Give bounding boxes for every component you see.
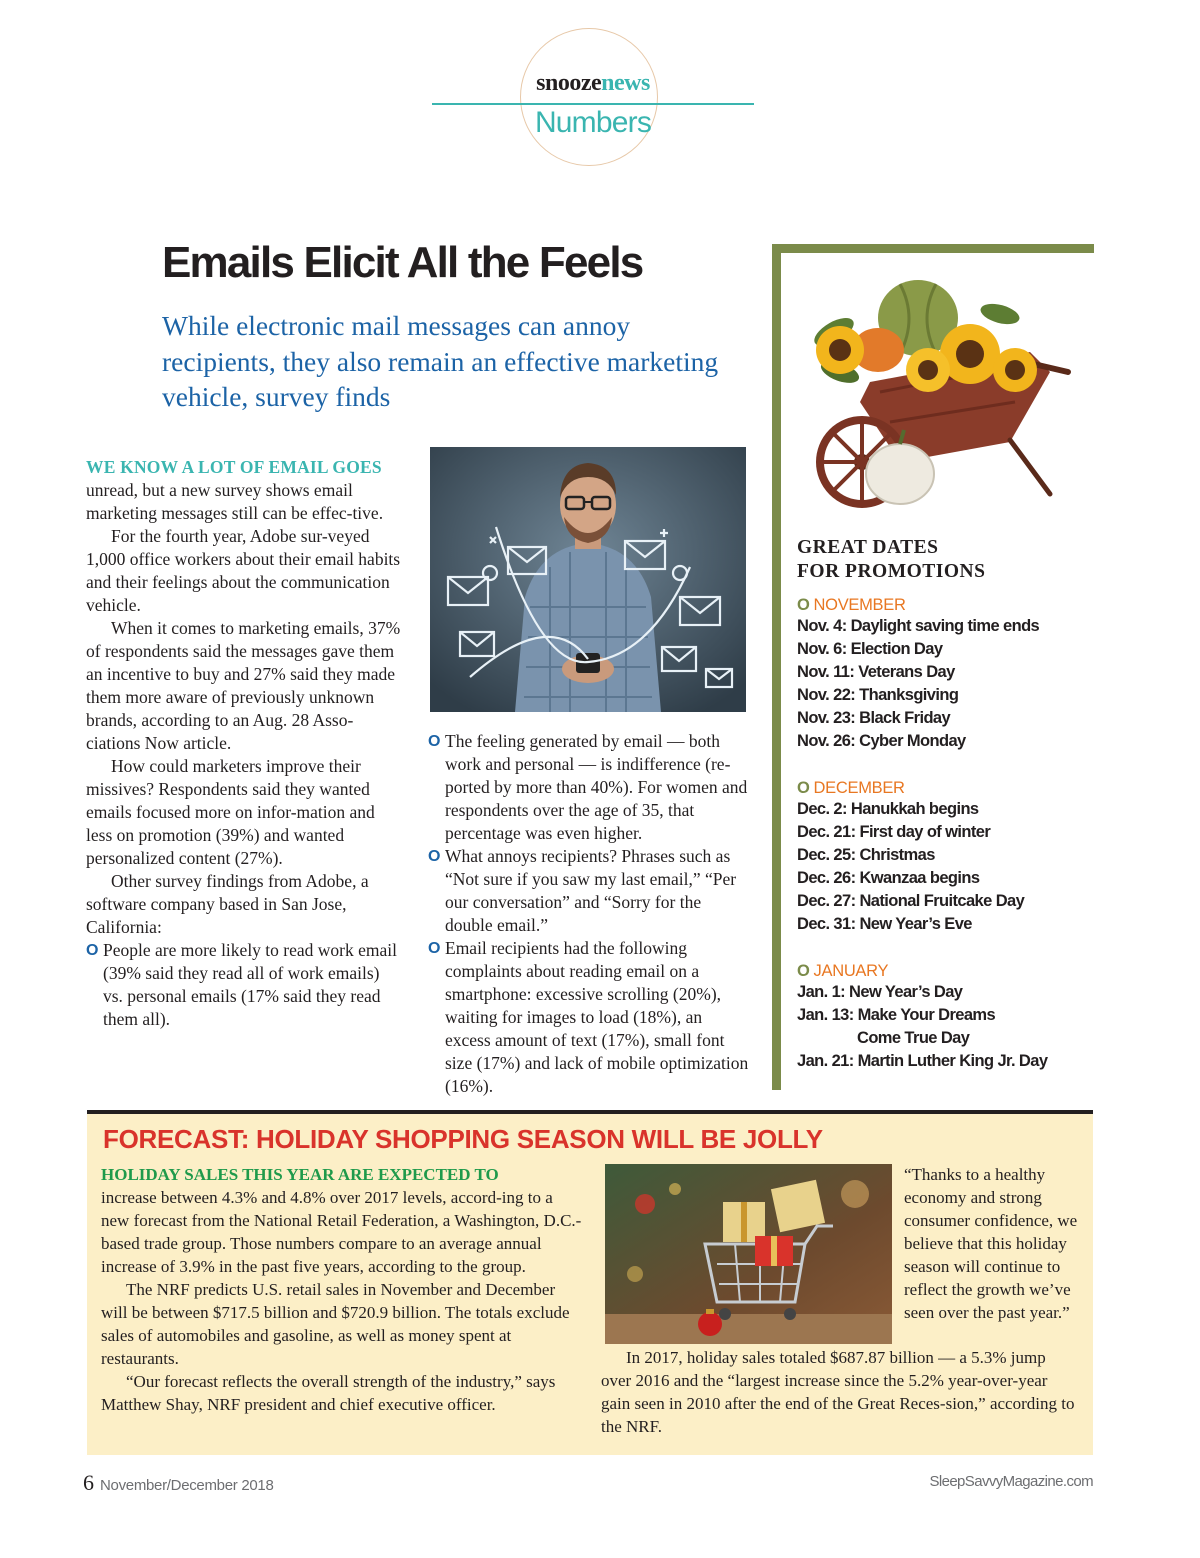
date-item: Come True Day [857,1029,970,1047]
logo-circle [520,28,658,166]
article-column-2 [428,730,750,1098]
forecast-lead-in: HOLIDAY SALES THIS YEAR ARE EXPECTED TO [101,1165,499,1184]
month-bullet-mark: O [797,779,810,797]
month-bullet-mark: O [797,962,810,980]
forecast-p1: increase between 4.3% and 4.8% over 2017 levels, accord-ing to a new forecast from the National Retail Federation, a Washington, D.C.-based trade group. Those numbers compare to an average annual increase of 3.9% in the past five years, according to the group. [101,1188,582,1276]
date-item: Dec. 25: Christmas [797,846,935,864]
sidebar-month-november [797,596,1039,753]
date-item: Dec. 21: First day of winter [797,823,991,841]
bullet-text: What annoys recipients? Phrases such as “Not sure if you saw my last email,” “Per our conversation” and “Sorry for the double email.” [445,846,737,935]
month-name: DECEMBER [813,779,905,797]
bullet-mark: O [428,733,441,750]
date-item: Nov. 6: Election Day [797,640,943,658]
date-item: Dec. 27: National Fruitcake Day [797,892,1025,910]
article-p4: How could marketers improve their missives? Respondents said they wanted emails focused more on infor-mation and less on promotion (39%) and wanted personalized content (27%). [86,756,375,868]
article-column-1 [86,456,402,1031]
sidebar-heading-line-2: FOR PROMOTIONS [797,561,986,582]
bullet-mark: O [428,940,441,957]
month-heading [797,596,1039,615]
forecast-p2: The NRF predicts U.S. retail sales in November and December will be between $717.5 billion and $720.9 billion. The totals exclude sales of automobiles and gasoline, as well as money spent at restaurants. [101,1280,570,1368]
gift-cart-illustration [605,1164,892,1344]
shopping-cart-photo [605,1164,892,1344]
bullet-text: Email recipients had the following complaints about reading email on a smartphone: excessive scrolling (20%), waiting for images to load (18%), an excess amount of text (17%), small font size (17%) and lack of mobile optimization (16%). [445,938,749,1096]
article-p5: Other survey findings from Adobe, a software company based in San Jose, California: [86,871,369,937]
sidebar-heading-line-1: GREAT DATES [797,537,939,558]
section-logo [432,70,754,97]
bullet-text: People are more likely to read work email (39% said they read all of work emails) vs. personal emails (17% said they read them all). [103,940,397,1029]
article-bullet [86,939,402,1031]
date-item: Jan. 13: Make Your Dreams [797,1006,996,1024]
page-footer-left [83,1470,274,1496]
date-item: Nov. 22: Thanksgiving [797,686,959,704]
wheelbarrow-illustration [800,262,1072,524]
issue-date: November/December 2018 [100,1477,274,1494]
page-number: 6 [83,1470,94,1495]
email-photo [430,447,746,712]
site-url: SleepSavvyMagazine.com [929,1473,1093,1490]
sidebar-rule-horizontal [772,244,1094,253]
date-item: Nov. 11: Veterans Day [797,663,955,681]
forecast-title: FORECAST: HOLIDAY SHOPPING SEASON WILL BE JOLLY [103,1124,823,1154]
article-lead-in: WE KNOW A LOT OF EMAIL GOES [86,457,382,477]
harvest-wheelbarrow-image [800,262,1072,524]
article-p3: When it comes to marketing emails, 37% of respondents said the messages gave them an incentive to buy and 27% said they made them more aware of previously unknown brands, according to an Aug. 28 Asso-ciations Now article. [86,618,401,753]
forecast-quote [904,1163,1084,1324]
article-headline: Emails Elicit All the Feels [162,238,643,287]
article-p2: For the fourth year, Adobe sur-veyed 1,000 office workers about their email habits and their feelings about the communication vehicle. [86,526,401,615]
forecast-column-2 [601,1346,1077,1438]
forecast-column-1 [101,1163,583,1416]
sidebar-month-december [797,779,1024,936]
article-p1: unread, but a new survey shows email marketing messages still can be effec-tive. [86,480,384,523]
month-bullet-mark: O [797,596,810,614]
month-heading [797,962,1047,981]
date-item: Nov. 4: Daylight saving time ends [797,617,1040,635]
article-bullet [428,845,750,937]
bullet-mark: O [428,848,441,865]
article-bullet [428,730,750,845]
month-name: JANUARY [813,962,889,980]
sidebar-heading [797,536,985,584]
date-item: Dec. 31: New Year’s Eve [797,915,972,933]
forecast-quote-text: “Thanks to a healthy economy and strong consumer confidence, we believe that this holiday season will continue to reflect the growth we’ve seen over the past year.” [904,1165,1078,1322]
month-heading [797,779,1024,798]
forecast-rule [87,1110,1093,1114]
section-name: Numbers [534,106,652,139]
date-item: Dec. 2: Hanukkah begins [797,800,979,818]
logo-part1: snooze [536,70,602,96]
bullet-mark: O [86,942,99,959]
sidebar-rule-vertical [772,244,781,1090]
date-item: Jan. 1: New Year’s Day [797,983,963,1001]
article-deck: While electronic mail messages can annoy recipients, they also remain an effective marketing vehicle, survey finds [162,310,719,412]
man-phone-illustration [430,447,746,712]
logo-part2: news [601,70,650,96]
forecast-p3: “Our forecast reflects the overall strength of the industry,” says Matthew Shay, NRF president and chief executive officer. [101,1372,556,1414]
sidebar-month-january [797,962,1047,1073]
bullet-text: The feeling generated by email — both work and personal — is indifference (re-ported by more than 40%). For women and respondents over the age of 35, that percentage was even higher. [445,731,748,843]
month-name: NOVEMBER [813,596,906,614]
article-bullet [428,937,750,1098]
date-item: Jan. 21: Martin Luther King Jr. Day [797,1052,1048,1070]
date-item: Dec. 26: Kwanzaa begins [797,869,980,887]
date-item: Nov. 26: Cyber Monday [797,732,966,750]
logo-rule [432,103,754,105]
date-item: Nov. 23: Black Friday [797,709,951,727]
forecast-p4: In 2017, holiday sales totaled $687.87 billion — a 5.3% jump over 2016 and the “largest increase since the 5.2% year-over-year gain seen in 2010 after the end of the Great Reces-sion,” according to the NRF. [601,1348,1075,1436]
